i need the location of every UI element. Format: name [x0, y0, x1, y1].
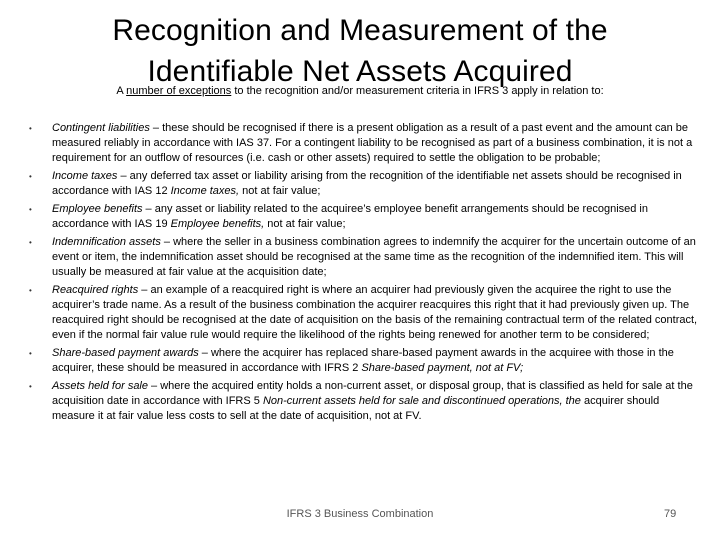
item-ref: Share-based payment, not at FV; [361, 362, 524, 374]
item-term: Reacquired rights [52, 284, 139, 296]
item-tail: acquirer should measure it at fair value less costs to sell at the date of acquisition, not at FV. [52, 395, 660, 422]
bullet-icon: • [29, 382, 32, 391]
item-ref: Employee benefits, [170, 218, 265, 230]
item-term: Assets held for sale [52, 380, 148, 392]
item-term: Share-based payment awards [52, 347, 199, 359]
item-tail: not at fair value; [239, 185, 321, 197]
intro-text [0, 84, 720, 98]
page-number: 79 [664, 508, 677, 520]
list-item-indemnification-assets [22, 235, 702, 280]
item-tail: not at fair value; [264, 218, 346, 230]
item-term: Income taxes [52, 170, 118, 182]
item-term: Employee benefits [52, 203, 143, 215]
item-body: – an example of a reacquired right is where an acquirer had previously given the acquiree the right to use the acquirer’s trade name. As a result of the business combination the acquirer reacquires this right that it had previously given up. The reacquired right should be recognised at the date of acquisition on the basis of the remaining contractual term of the related contract, even if the normal fair value rule would require the likelihood of the rights being renewed for another term to be considered; [52, 284, 698, 341]
bullet-icon: • [29, 286, 32, 295]
item-text [52, 121, 702, 166]
item-body: – where the acquired entity holds a non-current asset, or disposal group, that is classified as held for sale at the acquisition date in accordance with IFRS 5 [52, 380, 693, 407]
item-text [52, 283, 702, 343]
exception-list [22, 121, 702, 427]
item-term: Indemnification assets [52, 236, 161, 248]
item-ref: Non-current assets held for sale and discontinued operations, the [262, 395, 581, 407]
bullet-icon: • [29, 238, 32, 247]
item-text [52, 235, 702, 280]
title-line-2: Identifiable Net Assets Acquired [147, 55, 573, 88]
item-body: – these should be recognised if there is a present obligation as a result of a past event and the amount can be measured reliably in accordance with IAS 37. For a contingent liability to be recognised as part of a business combination, it is not a requirement for an outflow of resources (i.e. cash or other assets) required to settle the obligation to be probable; [52, 122, 693, 164]
list-item-contingent-liabilities [22, 121, 702, 166]
list-item-income-taxes [22, 169, 702, 199]
intro-post: to the recognition and/or measurement criteria in IFRS 3 apply in relation to: [231, 85, 604, 97]
item-text [52, 379, 702, 424]
intro-underlined: number of exceptions [126, 85, 232, 97]
list-item-share-based-payment [22, 346, 702, 376]
bullet-icon: • [29, 172, 32, 181]
intro-pre: A [116, 85, 127, 97]
item-text [52, 169, 702, 199]
list-item-assets-held-for-sale [22, 379, 702, 424]
item-ref: Income taxes, [170, 185, 240, 197]
bullet-icon: • [29, 205, 32, 214]
item-body: – where the seller in a business combination agrees to indemnify the acquirer for the uncertain outcome of an event or item, the indemnification asset should be recognised at the same time as the recognition of the indemnified item. This will usually be measured at fair value at the acquisition date; [52, 236, 696, 278]
item-body: – where the acquirer has replaced share-based payment awards in the acquiree with those in the acquirer, these should be measured in accordance with IFRS 2 [52, 347, 674, 374]
bullet-icon: • [29, 349, 32, 358]
item-term: Contingent liabilities [52, 122, 150, 134]
slide-title [40, 10, 680, 92]
item-body: – any asset or liability related to the acquiree’s employee benefit arrangements should be recognised in accordance with IAS 19 [52, 203, 648, 230]
item-text [52, 202, 702, 232]
item-body: – any deferred tax asset or liability arising from the recognition of the identifiable net assets should be recognised in accordance with IAS 12 [52, 170, 682, 197]
item-text [52, 346, 702, 376]
bullet-icon: • [29, 124, 32, 133]
list-item-reacquired-rights [22, 283, 702, 343]
list-item-employee-benefits [22, 202, 702, 232]
slide-footer: IFRS 3 Business Combination [286, 508, 434, 520]
title-line-1: Recognition and Measurement of the [112, 14, 608, 47]
